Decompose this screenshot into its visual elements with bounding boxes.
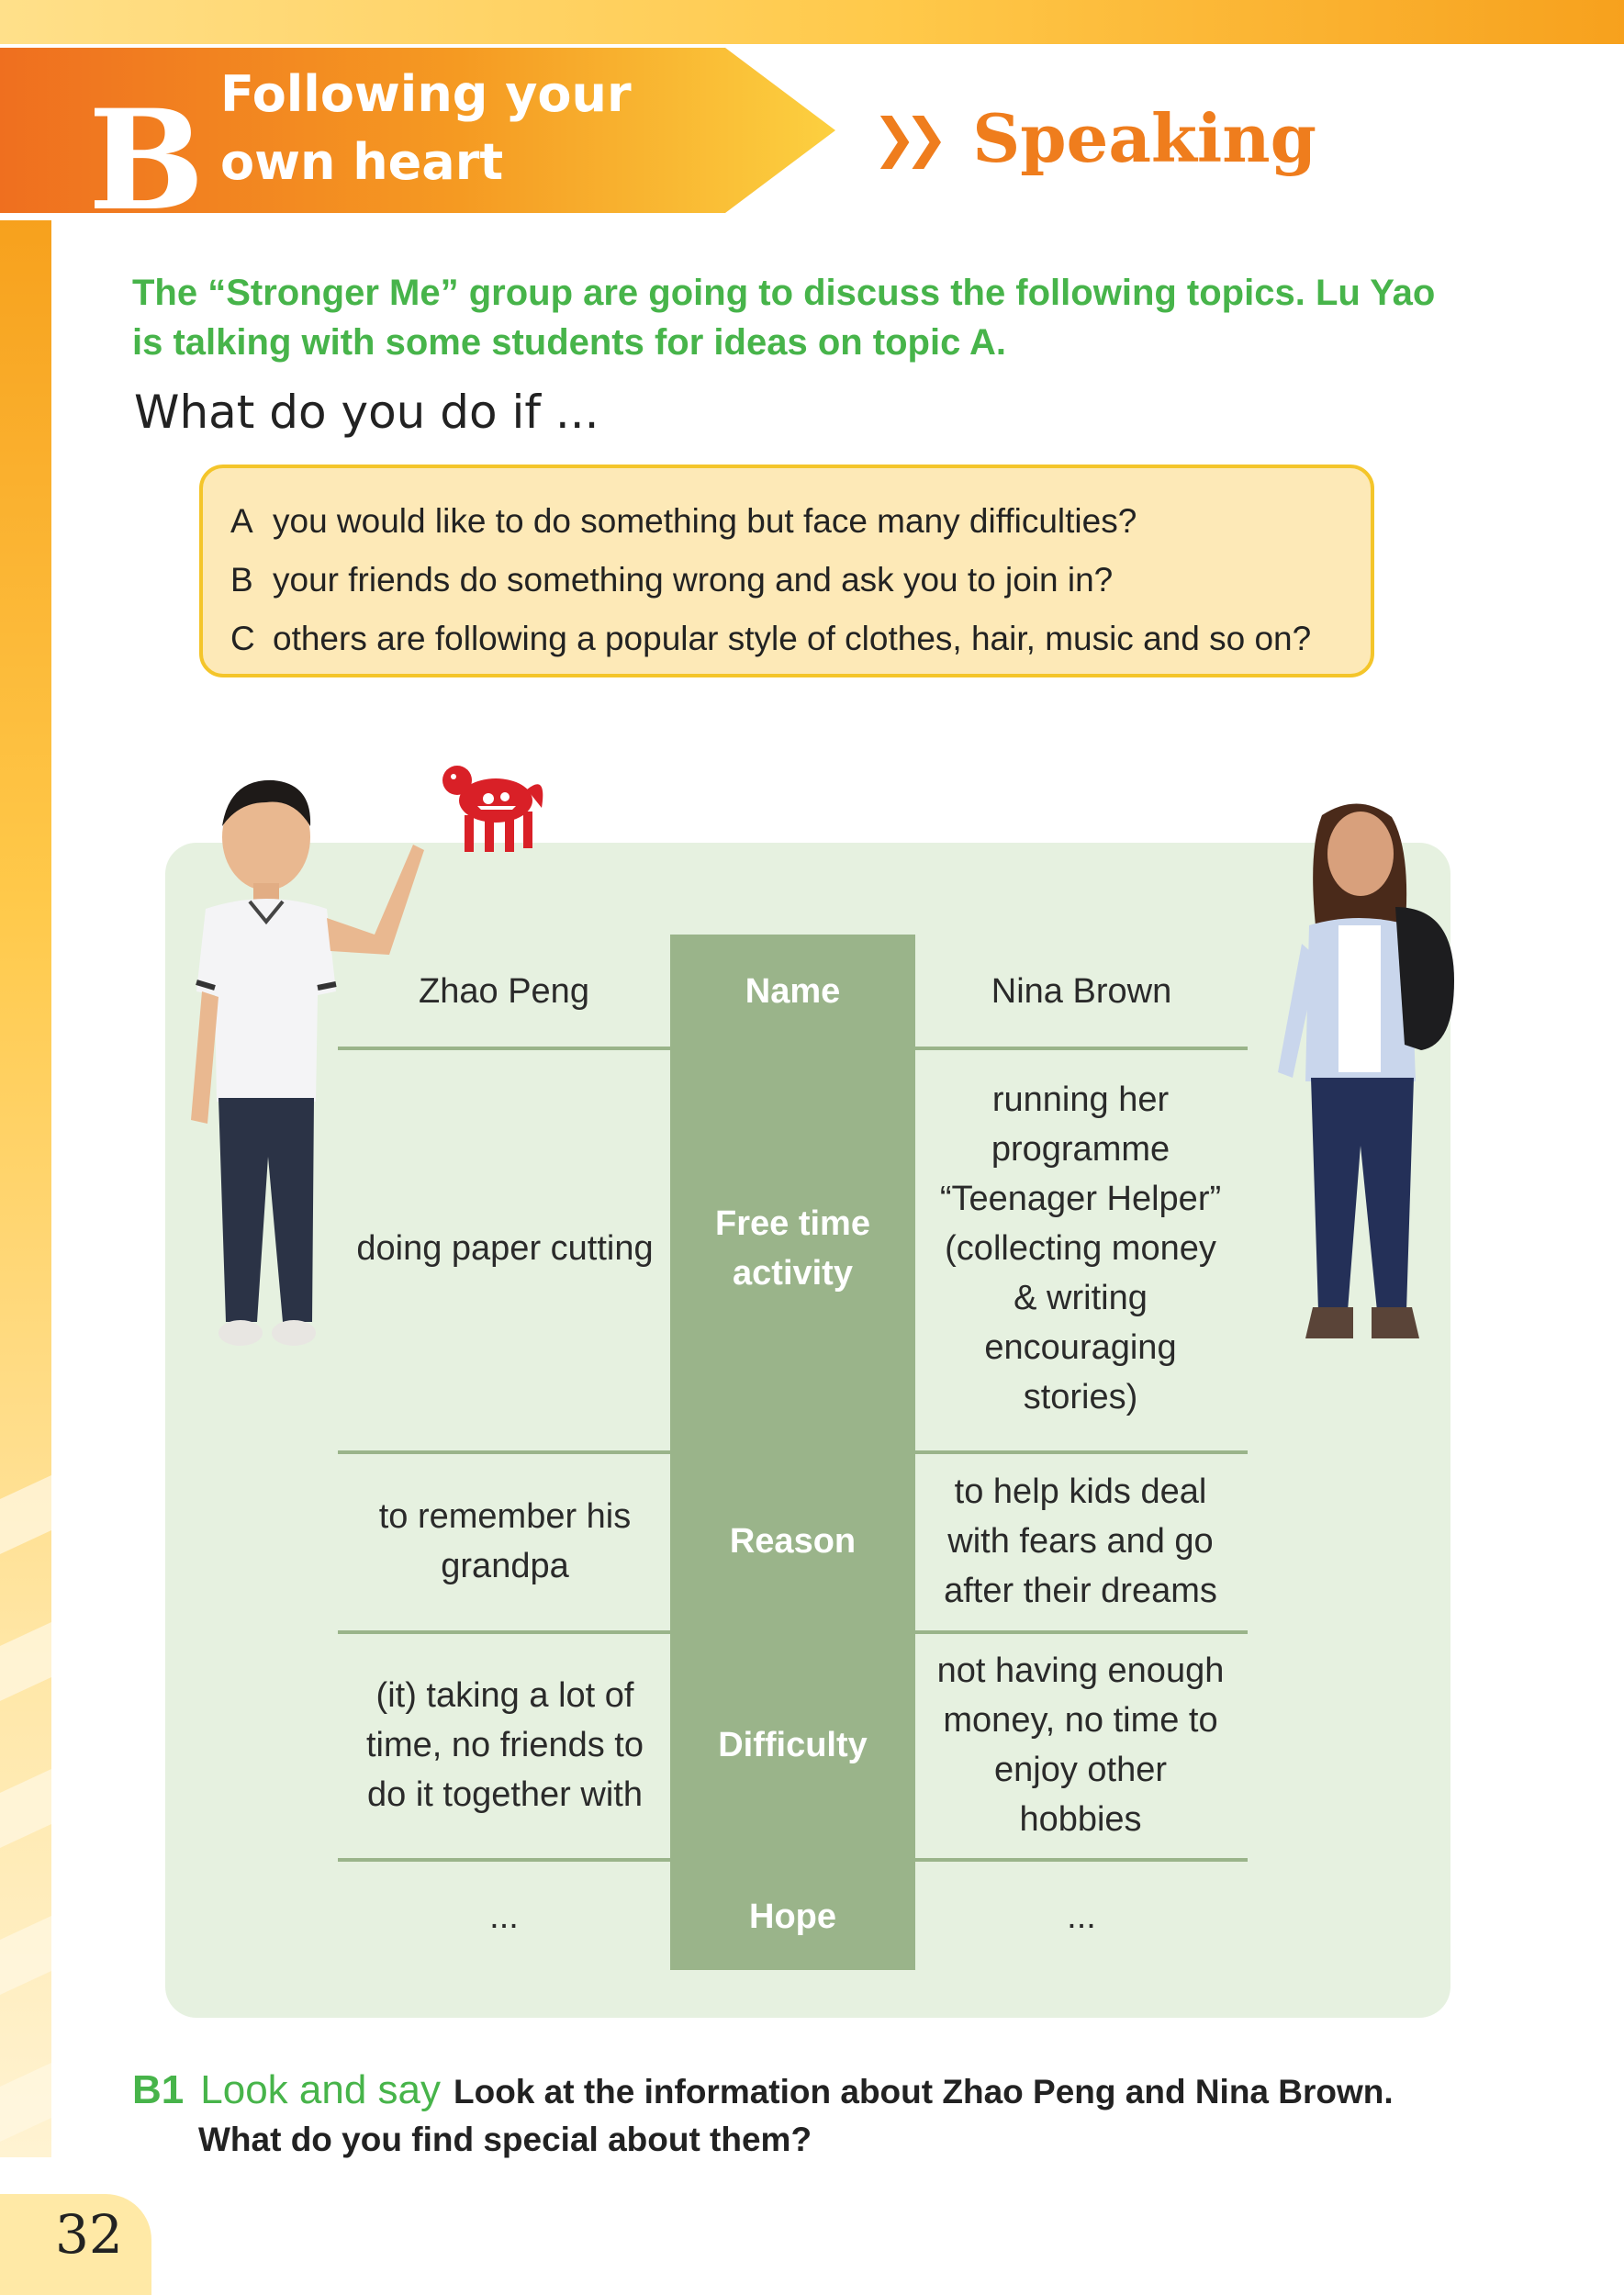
topic-letter: C (230, 620, 255, 657)
nina-hope-cell: ... (1067, 1898, 1096, 1936)
zhao-reason-cell: to remember his grandpa (378, 1497, 632, 1585)
row-divider (915, 1630, 1248, 1634)
boy-student-illustration (165, 771, 441, 1377)
nina-reason-cell: to help kids deal with fears and go after their dreams (944, 1472, 1217, 1610)
section-banner (0, 48, 835, 241)
page-number: 32 (55, 2203, 123, 2266)
label-difficulty-cell: Difficulty (718, 1726, 868, 1764)
nina-name-cell: Nina Brown (991, 972, 1172, 1011)
activity-heading: Look and say (200, 2067, 441, 2112)
double-chevron-right-icon: ❯❯ (872, 106, 936, 169)
left-color-strip (0, 220, 51, 2157)
label-activity-cell: Free time activity (715, 1204, 870, 1293)
label-name-cell: Name (745, 972, 841, 1011)
category-heading (872, 92, 1316, 184)
intro-text: The “Stronger Me” group are going to discuss the following topics. Lu Yao is talking with some students for ideas on topic A. (132, 273, 1436, 363)
label-hope-cell: Hope (749, 1898, 836, 1936)
zhao-hope-cell: ... (489, 1898, 519, 1936)
section-letter: B (88, 80, 205, 241)
row-divider (338, 1450, 670, 1454)
category-label: Speaking (972, 98, 1316, 177)
topic-item (230, 551, 1343, 610)
row-divider (338, 1630, 670, 1634)
topic-text: others are following a popular style of clothes, hair, music and so on? (273, 620, 1312, 657)
nina-activity-cell: running her programme “Teenager Helper” (collecting money & writing encouraging stories) (939, 1080, 1222, 1416)
topic-letter: B (230, 561, 253, 599)
girl-student-illustration (1258, 797, 1469, 1366)
activity-instruction: Look at the information about Zhao Peng and Nina Brown. (454, 2073, 1394, 2110)
topic-letter: A (230, 502, 253, 540)
paper-cutting-horse-icon (431, 745, 551, 865)
nina-difficulty-cell: not having enough money, no time to enjoy other hobbies (936, 1651, 1225, 1839)
row-divider (915, 1858, 1248, 1862)
topic-text: you would like to do something but face many difficulties? (273, 502, 1137, 540)
zhao-name-cell: Zhao Peng (419, 972, 589, 1011)
topic-item (230, 492, 1343, 551)
row-divider (338, 1858, 670, 1862)
activity-b1 (132, 2067, 1509, 2158)
label-reason-cell: Reason (729, 1522, 857, 1561)
zhao-difficulty-cell: (it) taking a lot of time, no friends to do it together with (365, 1676, 644, 1814)
section-title: Following your own heart (220, 65, 632, 191)
zhao-activity-cell: doing paper cutting (356, 1229, 654, 1268)
top-color-strip (0, 0, 1624, 44)
row-divider (915, 1047, 1248, 1050)
row-divider (915, 1450, 1248, 1454)
activity-instruction-line2: What do you find special about them? (198, 2121, 812, 2158)
topic-text: your friends do something wrong and ask you to join in? (273, 561, 1114, 599)
activity-number: B1 (132, 2067, 185, 2112)
topics-box (199, 465, 1374, 677)
topic-item (230, 610, 1343, 668)
question-prompt: What do you do if ... (134, 386, 599, 439)
